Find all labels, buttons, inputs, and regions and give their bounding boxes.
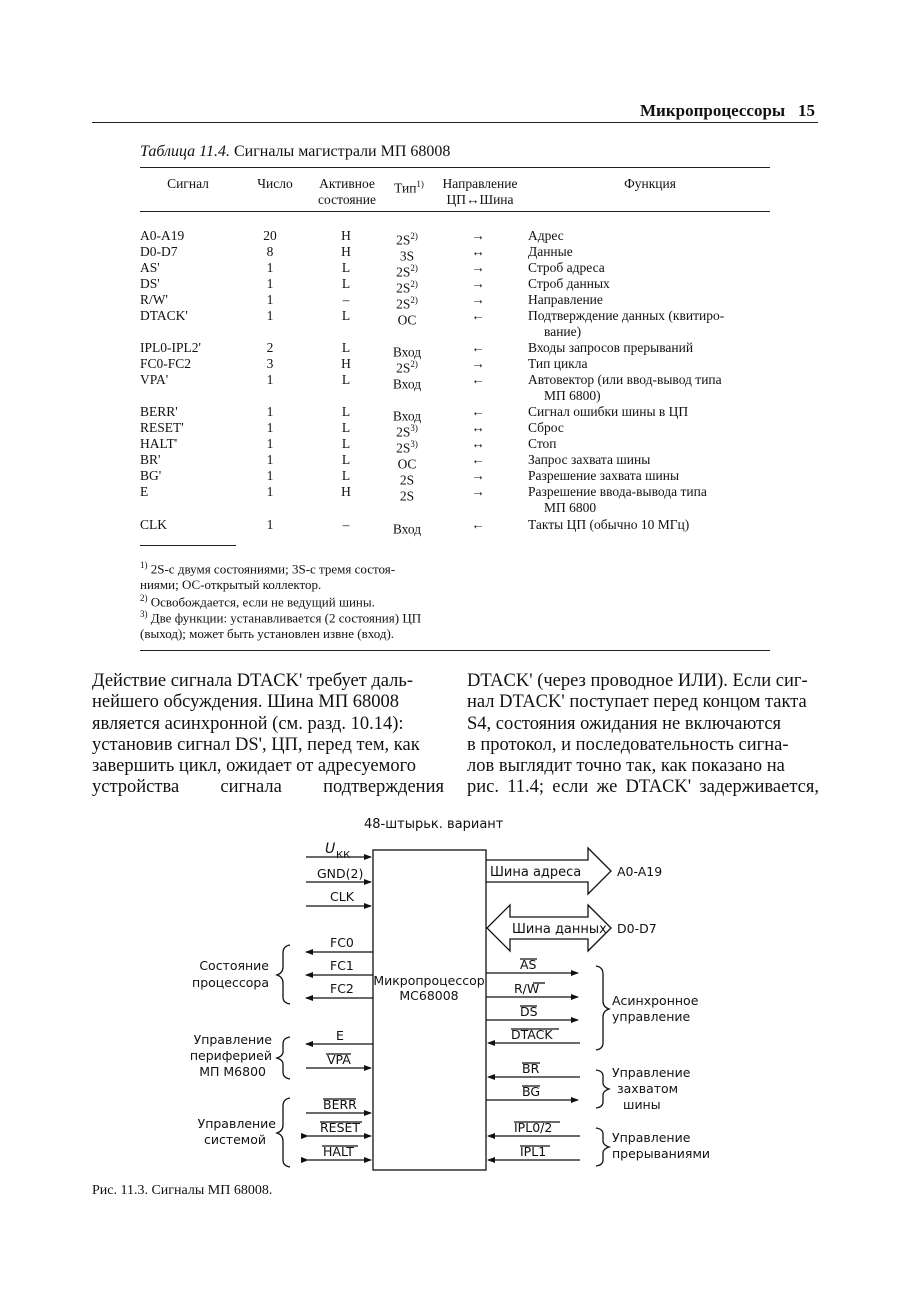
group-system-1: Управление [197,1116,276,1131]
cell-function-line1: Разрешение захвата шины [528,468,680,483]
cell-function-line1: Строб адреса [528,260,605,275]
footnote-mark: 1) [140,560,148,570]
cell-function-line1: Подтверждение данных (квитиро- [528,308,725,323]
footnote-text: Две функции: устанавливается (2 состояния) ЦП [150,610,422,626]
cell-function-line1: Такты ЦП (обычно 10 МГц) [528,517,690,532]
data-bus-label: Шина данных [512,922,607,937]
cell-type-text: 3S [399,248,415,264]
cell-function-line2: МП 6800) [544,388,601,403]
vcc-sub-label: КК [336,850,351,861]
fc0-label: FC0 [330,935,354,950]
group-proc-state-2: процессора [192,975,269,990]
group-async-2: управление [612,1009,691,1024]
rw-label: R/W [514,981,540,996]
cell-count: 20 [263,228,277,243]
cell-active: – [342,517,350,532]
cell-function-line1: Сброс [528,420,564,435]
cell-function-line1: Разрешение ввода-вывода типа [528,484,707,499]
text-line: является асинхронной (см. разд. 10.14): [92,713,404,734]
cell-function-line1: Строб данных [528,276,610,291]
cell-direction: ← [471,372,485,387]
cell-type-text: Вход [392,408,422,424]
cell-active: – [342,292,350,307]
cell-type-sup: 3) [410,439,418,449]
cell-signal: E [140,484,149,499]
cell-type-text: Вход [392,344,422,360]
cell-count: 1 [266,308,274,323]
cell-active: H [341,356,351,371]
cell-active: H [341,484,351,499]
group-bus-3: шины [623,1097,661,1112]
footnote-text-cont: ниями; ОС-открытый коллектор. [140,577,322,593]
cell-signal: A0-A19 [140,228,185,243]
group-irq-2: прерываниями [612,1146,710,1161]
text-line: Действие сигнала DTACK' требует даль- [92,671,413,691]
cell-signal: AS' [140,260,160,275]
cell-count: 1 [266,260,274,275]
footnote-text: Освобождается, если не ведущий шины. [150,594,375,610]
group-bus-1: Управление [612,1065,691,1080]
cell-count: 8 [266,244,274,259]
group-periph-1: Управление [193,1032,272,1047]
bg-label: BG [522,1084,541,1099]
col-header-type-sup: 1) [416,179,424,189]
cell-type-text: 2S [396,232,411,248]
figure-title: 48-штырьк. вариант [364,817,504,832]
text-line: нал DTACK' поступает перед концом такта [467,692,807,713]
cell-signal: IPL0-IPL2' [140,340,201,355]
cell-type-text: 2S [396,360,411,376]
br-label: BR [522,1061,540,1076]
page-number: 15 [798,101,815,120]
group-periph-2: периферией [189,1048,272,1063]
running-header-title: Микропроцессоры [640,101,786,120]
figure-caption: Рис. 11.3. Сигналы МП 68008. [92,1183,273,1198]
cell-count: 1 [266,292,274,307]
group-system-2: системой [203,1132,266,1147]
group-async-1: Асинхронное [612,993,699,1008]
cell-active: L [341,436,351,451]
cell-signal: DS' [140,276,160,291]
as-label: AS [520,957,537,972]
cell-function-line1: Направление [528,292,603,307]
vcc-label: U [325,841,336,857]
cell-function-line1: Данные [528,244,573,259]
cell-count: 1 [266,404,274,419]
cell-type-text: 2S [396,264,411,280]
col-header-function: Функция [624,176,676,191]
data-range-label: D0-D7 [617,921,657,936]
cell-type-text: OC [397,456,417,472]
cell-count: 1 [266,517,274,532]
cell-function-line1: Адрес [528,228,564,243]
fc2-label: FC2 [330,981,354,996]
text-line: DTACK' (через проводное ИЛИ). Если сиг- [467,671,808,691]
cell-direction: → [471,260,485,275]
cell-count: 1 [266,436,274,451]
cell-active: L [341,340,351,355]
ds-label: DS [520,1004,538,1019]
text-line: в протокол, и последовательность сигна- [467,734,789,755]
address-bus-label: Шина адреса [490,865,582,880]
cell-type-sup: 2) [410,263,418,273]
footnote-text: 2S-с двумя состояниями; 3S-с тремя состоя- [150,561,396,577]
group-periph-3: МП М6800 [199,1064,266,1079]
cell-count: 2 [266,340,274,355]
ipl1-label: IPL1 [520,1144,547,1159]
cell-active: L [341,276,351,291]
e-label: E [336,1028,344,1043]
address-range-label: A0-A19 [617,864,663,879]
cell-type-sup: 2) [410,359,418,369]
cell-signal: D0-D7 [140,244,178,259]
cell-direction: → [471,468,485,483]
brace-periph [277,1037,290,1079]
cell-function-line1: Запрос захвата шины [528,452,651,467]
text-line: рис. 11.4; если же DTACK' задерживается, [467,777,819,798]
text-line: установив сигнал DS', ЦП, перед тем, как [92,734,420,755]
cell-signal: R/W' [140,292,168,307]
cell-signal: FC0-FC2 [140,356,192,371]
berr-label: BERR [323,1097,357,1112]
cell-type-text: 2S [396,296,411,312]
fc1-label: FC1 [330,958,354,973]
cell-direction: ← [471,404,485,419]
cell-direction: ← [471,452,485,467]
cell-type-text: OC [397,312,417,328]
footnote-text-cont: (выход); может быть установлен извне (вход). [140,626,395,642]
brace-irq [596,1128,609,1166]
cell-type-sup: 2) [410,231,418,241]
text-line: устройства сигнала подтверждения [92,777,444,798]
cell-type-text: 2S [399,472,415,488]
group-proc-state-1: Состояние [199,958,269,973]
brace-async [596,966,609,1050]
col-header-signal: Сигнал [167,176,209,191]
cell-type-text: 2S [396,280,411,296]
halt-label: HALT [323,1144,354,1159]
cell-function-line1: Автовектор (или ввод-вывод типа [528,372,722,387]
cell-active: L [341,404,351,419]
cell-count: 1 [266,452,274,467]
cell-count: 1 [266,484,274,499]
text-line: лов выглядит точно так, как показано на [467,756,785,777]
cell-signal: CLK [140,517,167,532]
cell-signal: BERR' [140,404,178,419]
brace-system [277,1098,290,1167]
cell-type-sup: 3) [410,423,418,433]
cell-count: 1 [266,468,274,483]
ipl02-label: IPL0/2 [514,1120,553,1135]
footnote-mark: 3) [140,609,148,619]
col-header-active-line2: состояние [318,192,376,207]
cell-count: 3 [266,356,274,371]
table-caption-label: Таблица 11.4. [140,143,230,160]
cell-direction: ← [471,517,485,532]
footnote-mark: 2) [140,593,148,603]
table-caption-text: Сигналы магистрали МП 68008 [233,143,451,160]
cell-count: 1 [266,420,274,435]
cell-type-text: 2S [396,440,411,456]
cell-active: H [341,228,351,243]
cell-type-text: Вход [392,376,422,392]
cell-direction: → [471,292,485,307]
cell-type-sup: 2) [410,295,418,305]
cell-function-line1: Сигнал ошибки шины в ЦП [528,404,689,419]
col-header-direction-line2: ЦП↔Шина [446,192,514,207]
group-irq-1: Управление [612,1130,691,1145]
cell-function-line1: Входы запросов прерываний [528,340,694,355]
cell-direction: → [471,484,485,499]
cell-type-text: 2S [399,488,415,504]
cell-direction: → [471,356,485,371]
vpa-label: VPA [327,1052,351,1067]
cell-type-text: 2S [396,424,411,440]
cell-direction: ↔ [471,244,485,259]
cell-count: 1 [266,372,274,387]
cell-function-line2: МП 6800 [544,500,597,515]
col-header-type-text: Тип [394,180,417,196]
col-header-count: Число [257,176,293,191]
cell-direction: → [471,228,485,243]
cell-type-sup: 2) [410,279,418,289]
col-header-direction-line1: Направление [442,176,518,191]
cell-signal: RESET' [140,420,184,435]
cell-active: L [341,468,351,483]
cell-direction: ↔ [471,420,485,435]
cell-active: L [341,452,351,467]
chip-label-1: Микропроцессор [373,973,485,988]
cell-active: L [341,308,351,323]
cell-direction: ← [471,340,485,355]
text-line: S4, состояния ожидания не включаются [467,713,782,734]
cell-function-line1: Тип цикла [528,356,588,371]
cell-direction: → [471,276,485,291]
col-header-active-line1: Активное [319,176,375,191]
cell-active: H [341,244,351,259]
cell-signal: HALT' [140,436,178,451]
cell-function-line2: вание) [544,324,582,339]
dtack-label: DTACK [511,1027,553,1042]
cell-active: L [341,372,351,387]
cell-function-line1: Стоп [528,436,557,451]
text-line: нейшего обсуждения. Шина МП 68008 [92,692,400,713]
clk-label: CLK [330,889,354,904]
cell-active: L [341,420,351,435]
cell-direction: ↔ [471,436,485,451]
brace-proc-state [277,945,290,1004]
text-line: завершить цикл, ожидает от адресуемого [92,756,416,777]
cell-active: L [341,260,351,275]
cell-count: 1 [266,276,274,291]
cell-signal: VPA' [140,372,169,387]
brace-bus [596,1070,609,1108]
chip-label-2: MC68008 [399,988,459,1003]
cell-direction: ← [471,308,485,323]
gnd-label: GND(2) [317,866,364,881]
chip-body [373,850,486,1170]
reset-label: RESET [320,1120,361,1135]
cell-type-text: Вход [392,521,422,537]
cell-signal: DTACK' [140,308,188,323]
cell-signal: BR' [140,452,161,467]
cell-signal: BG' [140,468,162,483]
group-bus-2: захватом [617,1081,679,1096]
